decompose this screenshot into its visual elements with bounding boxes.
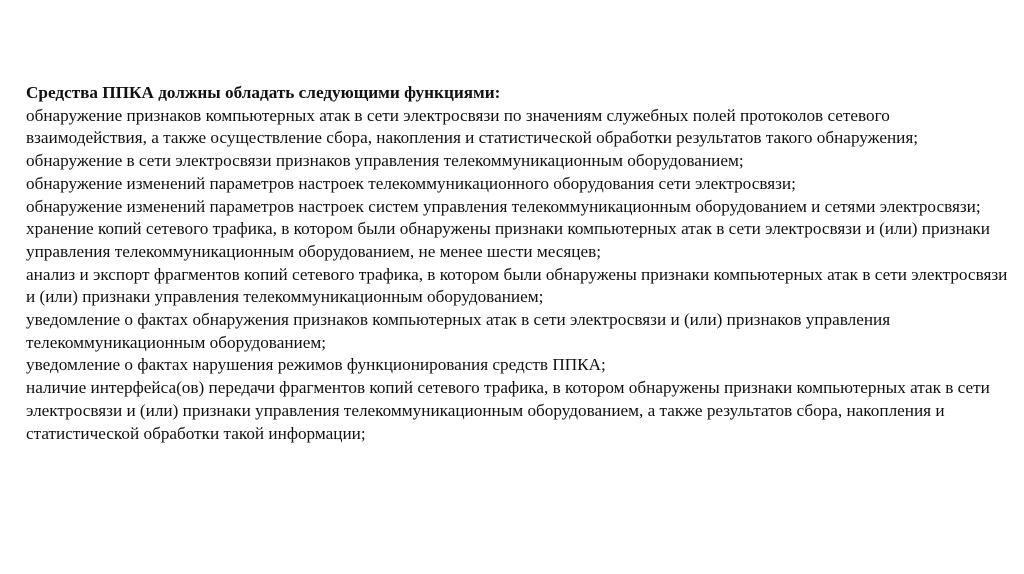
list-item: хранение копий сетевого трафика, в котором были обнаружены признаки компьютерных атак в сети электросвязи и (или) признаки управления телекоммуникационным оборудованием, не менее шести месяцев;	[26, 219, 990, 261]
list-item: обнаружение признаков компьютерных атак в сети электросвязи по значениям служебных полей протоколов сетевого взаимодействия, а также осуществление сбора, накопления и статистической обработки результатов такого обнаружения;	[26, 105, 919, 148]
list-item: уведомление о фактах обнаружения признаков компьютерных атак в сети электросвязи и (или) признаков управления телекоммуникационным оборудованием;	[26, 310, 891, 352]
list-item: обнаружение изменений параметров настроек систем управления телекоммуникационным оборудованием и сетями электросвязи;	[26, 196, 981, 216]
text-block	[26, 82, 1011, 445]
list-item: наличие интерфейса(ов) передачи фрагментов копий сетевого трафика, в котором обнаружены признаки компьютерных атак в сети электросвязи и (или) признаки управления телекоммуникационным оборудованием, а также результатов сбора, накопления и статистической обработки такой информации;	[26, 378, 990, 443]
function-list	[26, 105, 1011, 446]
list-item: обнаружение изменений параметров настроек телекоммуникационного оборудования сети электросвязи;	[26, 173, 796, 193]
heading: Средства ППКА должны обладать следующими функциями:	[26, 83, 501, 102]
list-item: анализ и экспорт фрагментов копий сетевого трафика, в котором были обнаружены признаки компьютерных атак в сети электросвязи и (или) признаки управления телекоммуникационным оборудованием;	[26, 264, 1008, 307]
list-item: обнаружение в сети электросвязи признаков управления телекоммуникационным оборудованием;	[26, 151, 744, 171]
list-item: уведомление о фактах нарушения режимов функционирования средств ППКА;	[26, 355, 606, 375]
